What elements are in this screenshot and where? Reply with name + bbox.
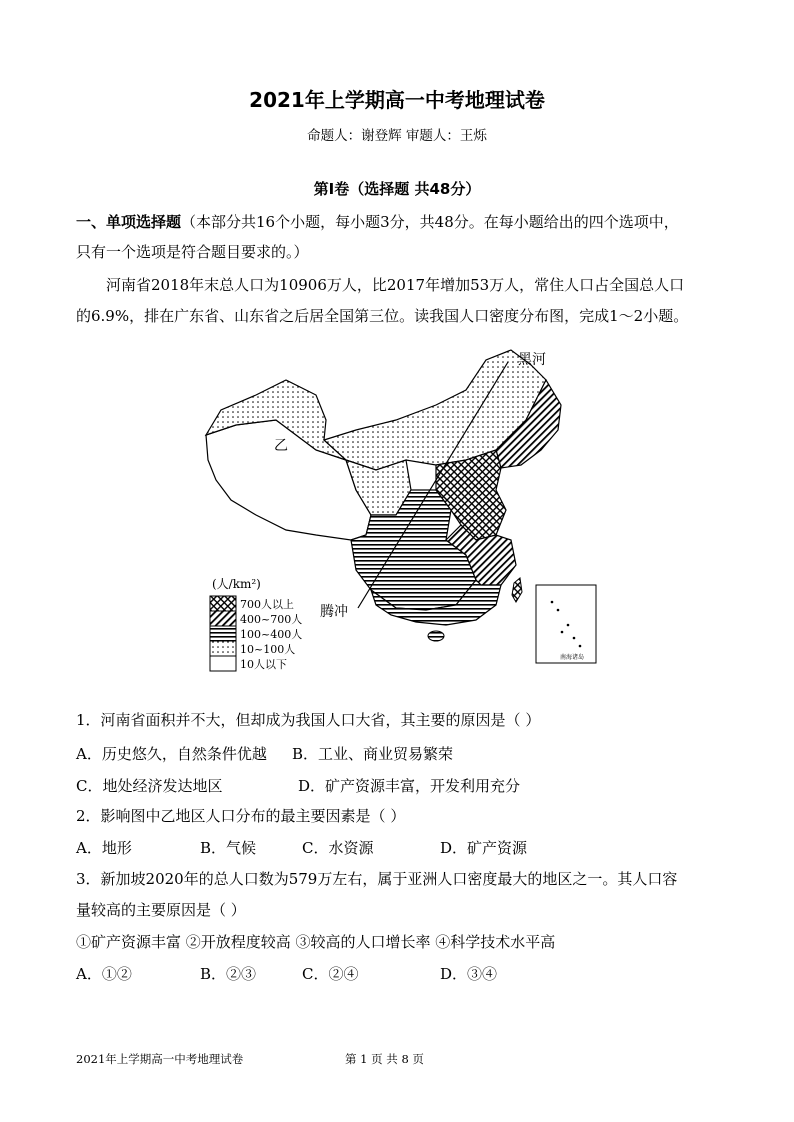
legend-label-0: 700人以上 <box>240 598 294 611</box>
instructions-line-2: 只有一个选项是符合题目要求的。） <box>76 243 309 261</box>
question-1-stem: 1．河南省面积并不大，但却成为我国人口大省，其主要的原因是（ ） <box>76 711 541 729</box>
question-3-stem-line-1: 3．新加坡2020年的总人口数为579万左右，属于亚洲人口密度最大的地区之一。其人口容 <box>76 870 678 888</box>
legend-label-1: 400~700人 <box>240 613 303 626</box>
q3-option-c[interactable]: C．②④ <box>302 965 359 983</box>
q1-option-d[interactable]: D．矿产资源丰富，开发利用充分 <box>298 777 521 795</box>
legend-item-1 <box>210 611 302 626</box>
legend-title: (人/km²) <box>212 577 261 591</box>
q1-option-b[interactable]: B．工业、商业贸易繁荣 <box>292 745 454 763</box>
legend-item-0 <box>210 596 294 611</box>
map-label-yi: 乙 <box>274 438 288 454</box>
map-hainan <box>428 631 444 641</box>
map-inset-label: 南海诸岛 <box>560 654 585 661</box>
legend-label-3: 10~100人 <box>240 643 296 656</box>
part-label: 一、单项选择题 <box>76 213 182 231</box>
map-inset-frame <box>536 585 596 663</box>
q1-option-a[interactable]: A．历史悠久，自然条件优越 <box>76 745 267 763</box>
exam-title: 2021年上学期高一中考地理试卷 <box>249 88 545 112</box>
q2-option-b[interactable]: B．气候 <box>200 839 257 857</box>
map-label-heihe: 黑河 <box>518 352 546 368</box>
section-heading: 第Ⅰ卷（选择题 共48分） <box>313 180 481 198</box>
footer-exam-name: 2021年上学期高一中考地理试卷 <box>76 1052 244 1066</box>
q2-option-a[interactable]: A．地形 <box>76 839 132 857</box>
legend-label-4: 10人以下 <box>240 658 287 671</box>
question-2-stem: 2．影响图中乙地区人口分布的最主要因素是（ ） <box>76 807 406 825</box>
map-taiwan <box>512 578 522 602</box>
exam-authors: 命题人：谢登辉 审题人：王烁 <box>307 128 487 144</box>
q3-option-d[interactable]: D．③④ <box>440 965 498 983</box>
passage-line-2: 的6.9%，排在广东省、山东省之后居全国第三位。读我国人口密度分布图，完成1～2小题。 <box>76 307 689 325</box>
legend-label-2: 100~400人 <box>240 628 303 641</box>
legend-item-3 <box>210 641 295 656</box>
q3-option-a[interactable]: A．①② <box>76 965 132 983</box>
footer-page-number: 第 1 页 共 8 页 <box>345 1052 424 1066</box>
question-3-statements: ①矿产资源丰富 ②开放程度较高 ③较高的人口增长率 ④科学技术水平高 <box>76 933 556 951</box>
map-label-tengchong: 腾冲 <box>320 604 348 620</box>
question-3-stem-line-2: 量较高的主要原因是（ ） <box>76 901 246 919</box>
q1-option-c[interactable]: C．地处经济发达地区 <box>76 777 223 795</box>
passage-line-1: 河南省2018年末总人口为10906万人，比2017年增加53万人，常住人口占全国总人口 <box>106 276 685 294</box>
q2-option-d[interactable]: D．矿产资源 <box>440 839 528 857</box>
population-density-map <box>196 340 616 694</box>
instructions-text: （本部分共16个小题，每小题3分，共48分。在每小题给出的四个选项中， <box>181 213 679 231</box>
q3-option-b[interactable]: B．②③ <box>200 965 257 983</box>
instructions-line-1 <box>76 212 724 232</box>
legend-item-4 <box>210 656 287 671</box>
q2-option-c[interactable]: C．水资源 <box>302 839 374 857</box>
legend-item-2 <box>210 626 302 641</box>
